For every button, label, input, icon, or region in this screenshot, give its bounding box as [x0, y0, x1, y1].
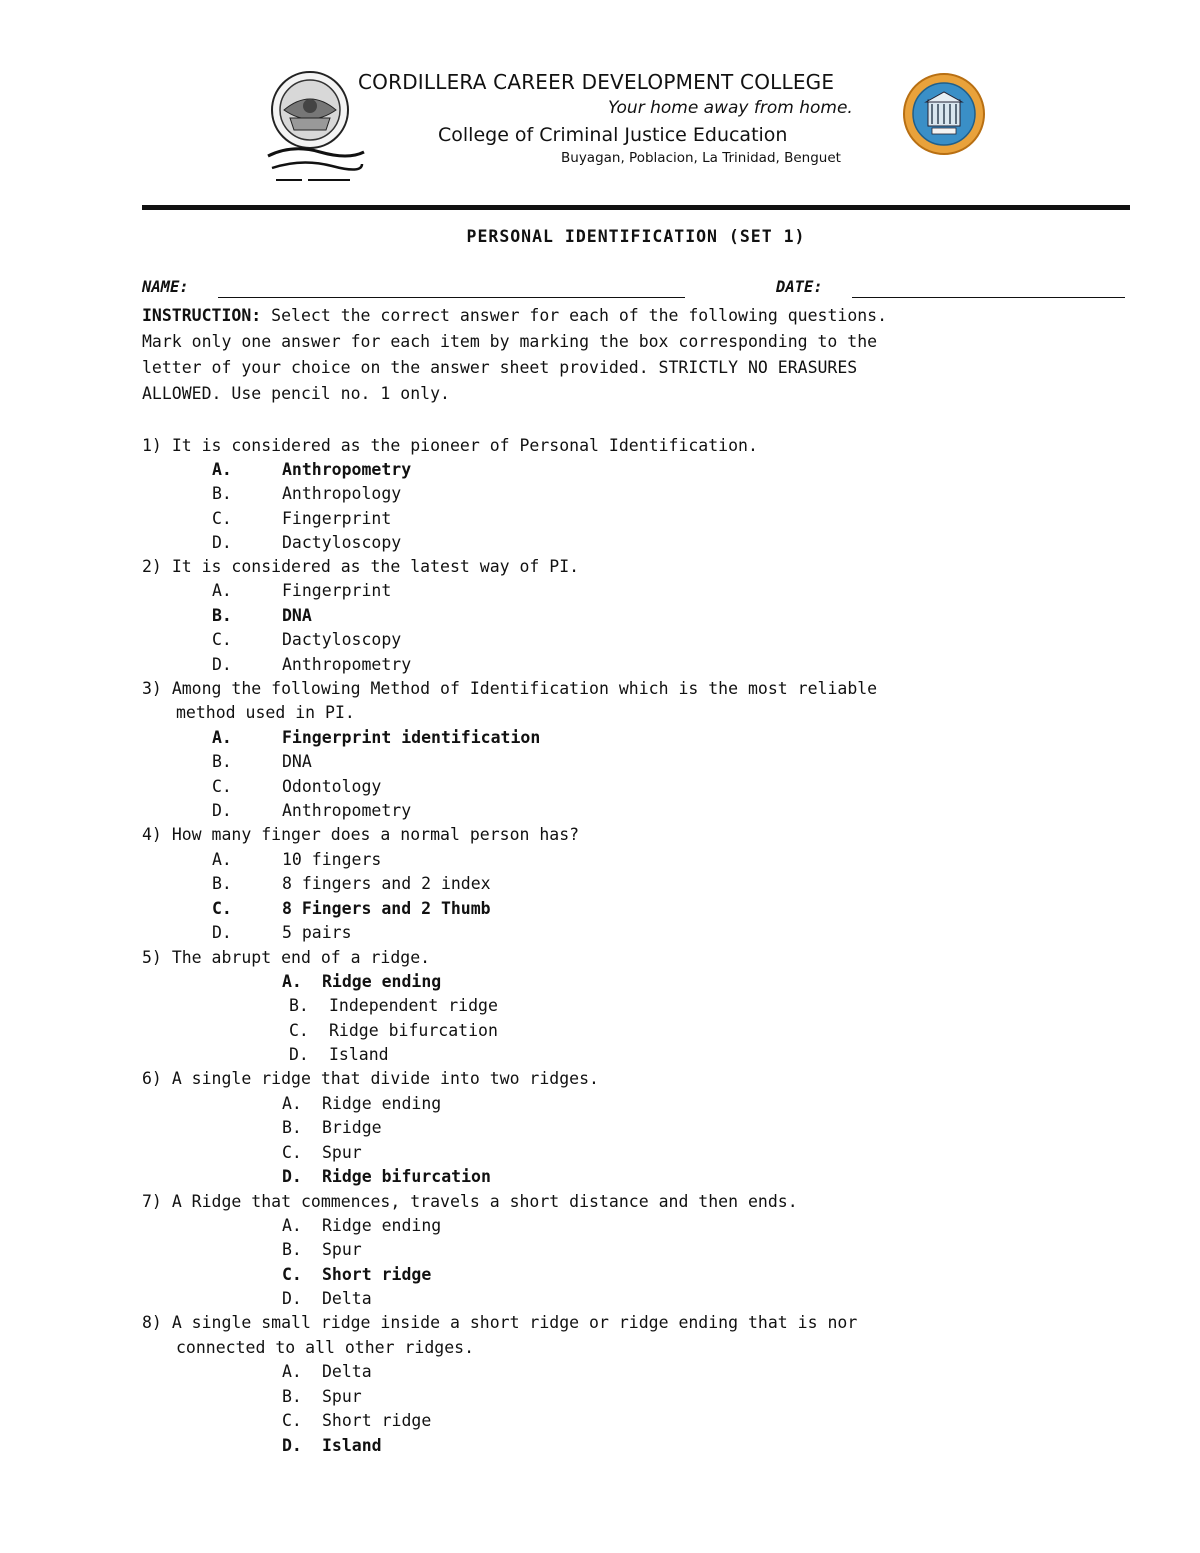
instruction-line: ALLOWED. Use pencil no. 1 only.	[142, 384, 450, 403]
option-letter: B.	[212, 484, 232, 503]
department-badge-logo	[902, 72, 986, 156]
option-letter: B.	[212, 606, 232, 625]
option-text: Odontology	[282, 777, 382, 796]
question-number: 6)	[142, 1069, 162, 1088]
option-text: Ridge bifurcation	[329, 1021, 498, 1040]
option-letter: C.	[289, 1021, 309, 1040]
question-text: It is considered as the latest way of PI.	[171, 557, 580, 576]
question-text: Among the following Method of Identification which is the most reliable	[171, 679, 878, 698]
college-name: CORDILLERA CAREER DEVELOPMENT COLLEGE	[358, 70, 835, 94]
option-text: Ridge ending	[322, 1216, 442, 1235]
option-letter: D.	[282, 1289, 302, 1308]
option-letter: A.	[212, 728, 232, 747]
question-8-continued: connected to all other ridges.	[176, 1338, 475, 1357]
question-8	[142, 1313, 857, 1333]
option-text-correct: DNA	[282, 606, 312, 625]
option-letter: B.	[282, 1387, 302, 1406]
question-number: 4)	[142, 825, 162, 844]
option-letter: B.	[212, 752, 232, 771]
option-letter: A.	[212, 460, 232, 479]
name-label: NAME:	[142, 278, 189, 296]
option-text: Dactyloscopy	[282, 630, 402, 649]
option-letter: D.	[212, 923, 232, 942]
question-5	[142, 948, 430, 968]
option-letter: B.	[282, 1118, 302, 1137]
option-text: 8 fingers and 2 index	[282, 874, 491, 893]
date-label: DATE:	[776, 278, 823, 296]
option-letter: B.	[212, 874, 232, 893]
option-text: Spur	[322, 1240, 362, 1259]
option-text: Independent ridge	[329, 996, 498, 1015]
option-text-correct: Ridge ending	[322, 972, 442, 991]
question-number: 2)	[142, 557, 162, 576]
option-letter: A.	[282, 1216, 302, 1235]
name-line[interactable]	[218, 297, 685, 298]
option-text-correct: Short ridge	[322, 1265, 432, 1284]
option-text: Island	[329, 1045, 389, 1064]
option-letter: C.	[282, 1143, 302, 1162]
option-text: Spur	[322, 1387, 362, 1406]
question-text: A single ridge that divide into two ridges.	[171, 1069, 599, 1088]
question-1	[142, 436, 758, 456]
option-text: Delta	[322, 1289, 372, 1308]
college-tagline: Your home away from home.	[608, 98, 853, 118]
question-text: The abrupt end of a ridge.	[171, 948, 431, 967]
option-text-correct: 8 Fingers and 2 Thumb	[282, 899, 491, 918]
option-letter: A.	[212, 850, 232, 869]
question-number: 7)	[142, 1192, 162, 1211]
option-text: Ridge ending	[322, 1094, 442, 1113]
option-text: Dactyloscopy	[282, 533, 402, 552]
option-letter: D.	[289, 1045, 309, 1064]
option-text: Anthropometry	[282, 655, 412, 674]
header-divider	[142, 205, 1130, 210]
option-text-correct: Ridge bifurcation	[322, 1167, 491, 1186]
question-3-continued: method used in PI.	[176, 703, 355, 722]
option-text-correct: Anthropometry	[282, 460, 412, 479]
instruction-line: letter of your choice on the answer sheet provided. STRICTLY NO ERASURES	[142, 358, 858, 377]
question-text: It is considered as the pioneer of Personal Identification.	[171, 436, 758, 455]
option-letter: C.	[212, 630, 232, 649]
instruction-line: Mark only one answer for each item by marking the box corresponding to the	[142, 332, 878, 351]
question-text: A Ridge that commences, travels a short distance and then ends.	[171, 1192, 798, 1211]
option-letter: A.	[282, 1362, 302, 1381]
question-7	[142, 1192, 798, 1212]
option-letter: B.	[289, 996, 309, 1015]
question-3	[142, 679, 877, 699]
question-number: 8)	[142, 1313, 162, 1332]
question-number: 5)	[142, 948, 162, 967]
option-text: Anthropometry	[282, 801, 412, 820]
option-text-correct: Fingerprint identification	[282, 728, 541, 747]
option-letter: A.	[282, 972, 302, 991]
exam-title: PERSONAL IDENTIFICATION (SET 1)	[466, 227, 806, 246]
option-text: Delta	[322, 1362, 372, 1381]
question-6	[142, 1069, 599, 1089]
option-letter: D.	[282, 1436, 302, 1455]
option-text: 5 pairs	[282, 923, 352, 942]
option-letter: C.	[212, 899, 232, 918]
option-letter: D.	[212, 655, 232, 674]
option-letter: C.	[282, 1265, 302, 1284]
option-letter: C.	[212, 777, 232, 796]
school-seal-logo	[262, 68, 366, 188]
option-letter: B.	[282, 1240, 302, 1259]
option-text: Anthropology	[282, 484, 402, 503]
instruction-block	[142, 303, 1132, 407]
option-text: Fingerprint	[282, 581, 392, 600]
option-text: 10 fingers	[282, 850, 382, 869]
option-text: Fingerprint	[282, 509, 392, 528]
option-text: Spur	[322, 1143, 362, 1162]
option-text: Bridge	[322, 1118, 382, 1137]
question-text: A single small ridge inside a short ridge or ridge ending that is nor	[171, 1313, 858, 1332]
option-letter: A.	[282, 1094, 302, 1113]
option-letter: C.	[282, 1411, 302, 1430]
question-number: 3)	[142, 679, 162, 698]
question-4	[142, 825, 579, 845]
option-letter: D.	[282, 1167, 302, 1186]
date-line[interactable]	[852, 297, 1125, 298]
option-letter: A.	[212, 581, 232, 600]
department-name: College of Criminal Justice Education	[438, 124, 788, 146]
question-2	[142, 557, 579, 577]
option-letter: C.	[212, 509, 232, 528]
option-letter: D.	[212, 533, 232, 552]
option-text: DNA	[282, 752, 312, 771]
option-letter: D.	[212, 801, 232, 820]
option-text: Short ridge	[322, 1411, 432, 1430]
college-address: Buyagan, Poblacion, La Trinidad, Benguet	[561, 150, 841, 166]
question-text: How many finger does a normal person has?	[171, 825, 580, 844]
option-text-correct: Island	[322, 1436, 382, 1455]
instruction-label: INSTRUCTION:	[142, 306, 262, 325]
question-number: 1)	[142, 436, 162, 455]
instruction-line: Select the correct answer for each of the following questions.	[261, 306, 888, 325]
